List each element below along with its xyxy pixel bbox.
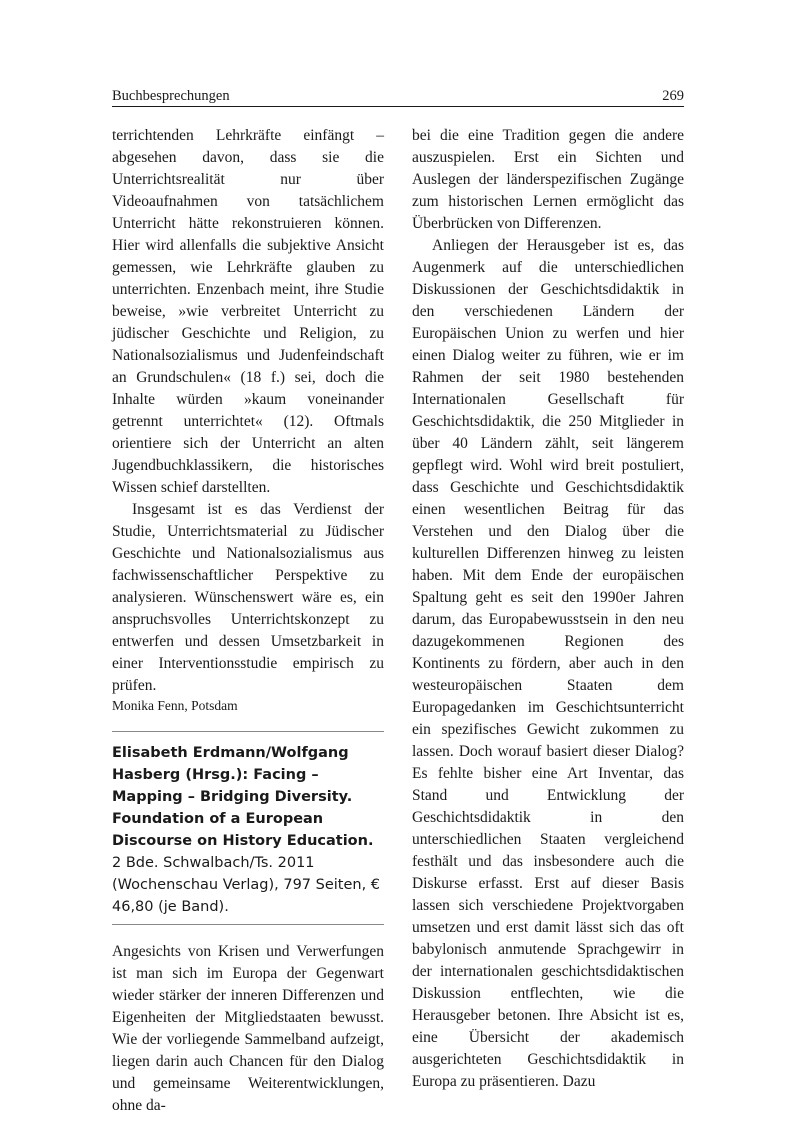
running-header [112,88,684,107]
book-title: Elisabeth Erdmann/Wolfgang Hasberg (Hrsg.): Facing – Mapping – Bridging Diversity. Foundation of a European Discourse on History Education. [112,745,374,849]
paragraph: bei die eine Tradition gegen die andere auszuspielen. Erst ein Sichten und Auslegen der länderspezifischen Zugänge zum historischen Lernen ermöglicht das Überbrücken von Differenzen. [412,127,684,232]
paragraph: Anliegen der Herausgeber ist es, das Augenmerk auf die unterschiedlichen Diskussionen der Geschichtsdidaktik in den verschiedenen Ländern der Europäischen Union zu werfen und hier einen Dialog weiter zu führen, wie er im Rahmen der seit 1980 bestehenden Internationalen Gesellschaft für Geschichtsdidaktik, die 250 Mitglieder in über 40 Ländern zählt, seit längerem gepflegt wird. Wohl wird breit postuliert, dass Geschichte und Geschichtsdidaktik einen wesentlichen Beitrag für das Verstehen und den Dialog über die kulturellen Differenzen hinweg zu leisten haben. Mit dem Ende der europäischen Spaltung geht es seit den 1990er Jahren darum, das Europabewusstsein in den neu dazugekommenen Regionen des Kontinents zu fördern, aber auch in den westeuropäischen Staaten dem Europagedanken im Geschichtsunterricht ein spezifisches Gewicht zukommen zu lassen. Doch worauf basiert dieser Dialog? Es fehlte bisher eine Art Inventar, das Stand und Entwicklung der Geschichtsdidaktik in den unterschiedlichen Staaten vergleichend festhält und das insbesondere auch die Diskurse erfasst. Erst auf dieser Basis lassen sich verschiedene Projektvorgaben umsetzen und erst damit lässt sich das oft babylonisch anmutende Sprachgewirr in der internationalen geschichtsdidaktischen Diskussion entflechten, wie die Herausgeber betonen. Ihre Absicht ist es, eine Übersicht der akademisch ausgerichteten Geschichtsdidaktik in Europa zu präsentieren. Dazu [412,237,684,1090]
reviewer-signature: Monika Fenn, Potsdam [112,698,238,713]
book-citation [112,732,384,924]
paragraph: terrichtenden Lehrkräfte einfängt – abgesehen davon, dass sie die Unterrichtsrealität nur über Videoaufnahmen von tatsächlichem Unterricht hätte rekonstruieren können. Hier wird allenfalls die subjektive Ansicht gemessen, wie Lehrkräfte glauben zu unterrichten. Enzenbach meint, ihre Studie beweise, »wie verbreitet Unterricht zu jüdischer Geschichte und Religion, zu Nationalsozialismus und Judenfeindschaft an Grundschulen« (18 f.) sei, doch die Inhalte würden »kaum voneinander getrennt unterrichtet« (12). Oftmals orientiere sich der Unterricht an alten Jugendbuchklassikern, die historisches Wissen schief darstellten. [112,127,384,496]
section-title: Buchbesprechungen [112,88,230,104]
page-number: 269 [662,88,684,104]
right-column [412,125,684,1093]
left-column [112,125,384,1117]
paragraph: Insgesamt ist es das Verdienst der Studie, Unterrichtsmaterial zu Jüdischer Geschichte und Nationalsozialismus aus fachwissenschaftlicher Perspektive zu analysieren. Wünschenswert wäre es, ein anspruchsvolles Unterrichtskonzept zu entwerfen und dessen Umsetzbarkeit in einer Interventionsstudie empirisch zu prüfen. [112,501,384,694]
book-details: 2 Bde. Schwalbach/Ts. 2011 (Wochenschau Verlag), 797 Seiten, € 46,80 (je Band). [112,855,381,915]
paragraph: Angesichts von Krisen und Verwerfungen ist man sich im Europa der Gegenwart wieder stärker der inneren Differenzen und Eigenheiten der Mitgliedstaaten bewusst. Wie der vorliegende Sammelband aufzeigt, liegen darin auch Chancen für den Dialog und gemeinsame Weiterentwicklungen, ohne da- [112,943,384,1114]
